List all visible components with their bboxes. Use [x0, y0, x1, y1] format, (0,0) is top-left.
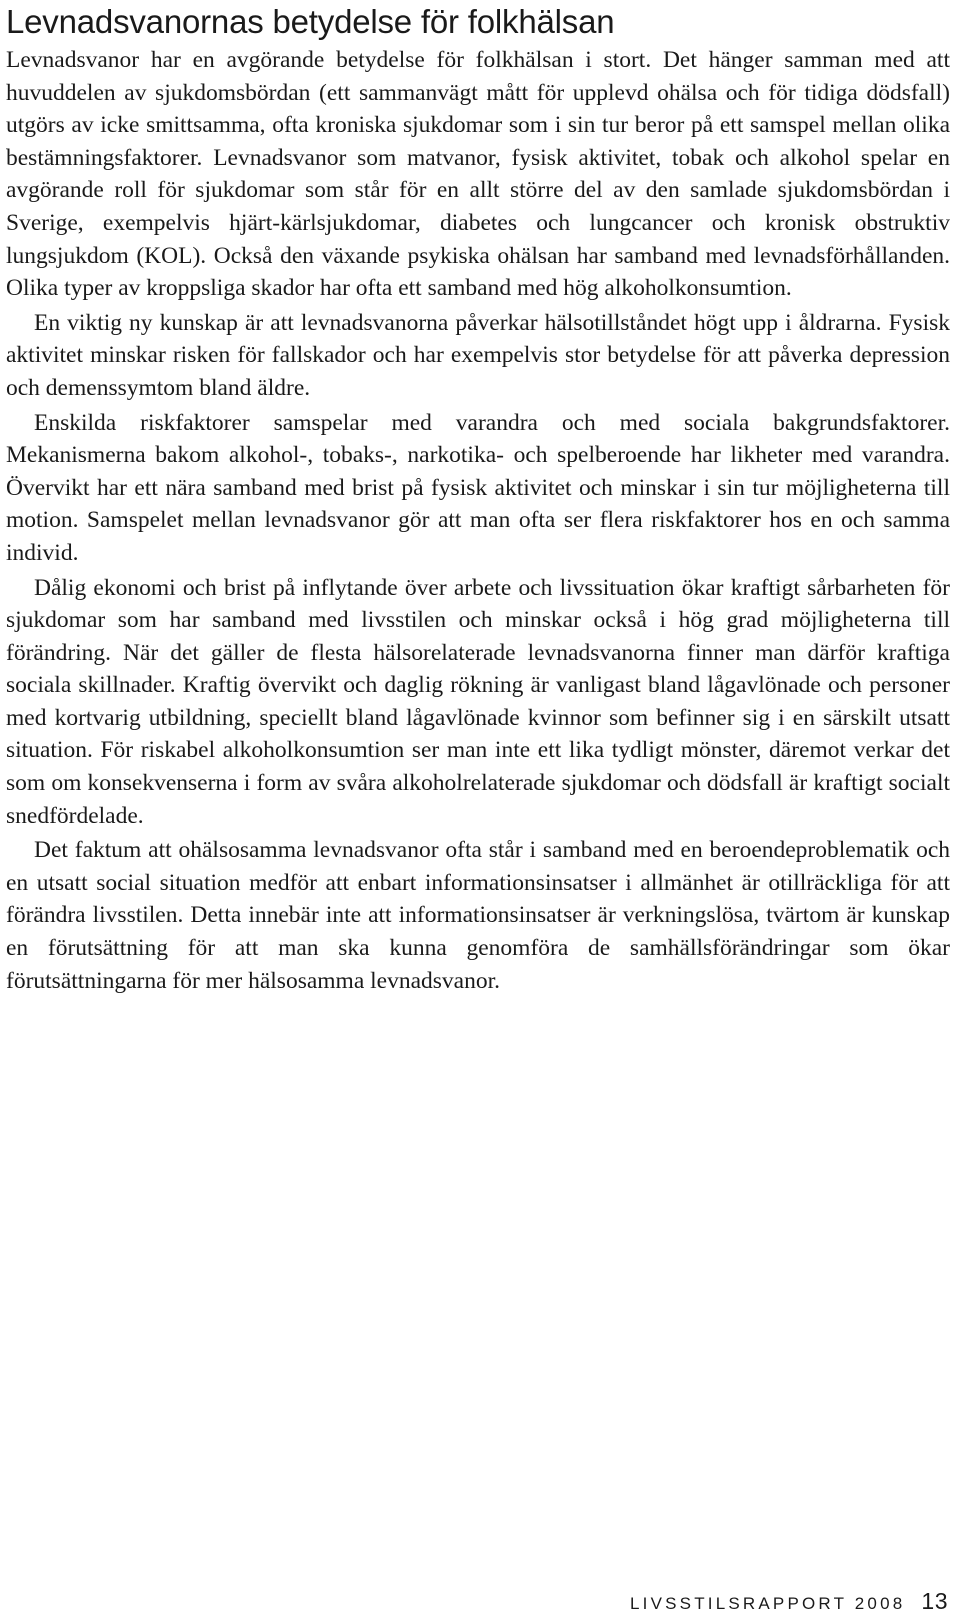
paragraph-5: Det faktum att ohälsosamma levnadsvanor ofta står i samband med en beroendeproblematik och en utsatt social situation medför att enbart informationsinsatser i allmänhet är otillräckliga för att förändra livsstilen. Detta innebär inte att informationsinsatser är verkningslösa, tvärtom är kunskap en förutsättning för att man ska kunna genomföra de samhällsförändringar som ökar förutsättningarna för mer hälsosamma levnadsvanor. [6, 837, 950, 994]
paragraph-4: Dålig ekonomi och brist på inflytande över arbete och livssituation ökar kraftigt sårbarheten för sjukdomar som har samband med livsstilen och minskar också i hög grad möjligheterna till förändring. När det gäller de flesta hälsorelaterade levnadsvanorna finner man därför kraftiga sociala skillnader. Kraftig övervikt och daglig rökning är vanligast bland lågavlönade och personer med kortvarig utbildning, speciellt bland lågavlönade kvinnor som befinner sig i en särskilt utsatt situation. För riskabel alkoholkonsumtion ser man inte ett lika tydligt mönster, däremot verkar det som om konsekvenserna i form av svåra alkoholrelaterade sjukdomar och dödsfall är kraftigt socialt snedfördelade. [6, 574, 950, 829]
paragraph-3: Enskilda riskfaktorer samspelar med varandra och med sociala bakgrundsfaktorer. Mekanismerna bakom alkohol-, tobaks-, narkotika- och spelberoende har likheter med varandra. Övervikt har ett nära samband med brist på fysisk aktivitet och minskar i sin tur möjligheterna till motion. Samspelet mellan levnadsvanor gör att man ofta ser flera riskfaktorer hos en och samma individ. [6, 409, 950, 566]
paragraph-1: Levnadsvanor har en avgörande betydelse för folkhälsan i stort. Det hänger samman med att huvuddelen av sjukdomsbördan (ett sammanvägt mått för upplevd ohälsa och för tidiga dödsfall) utgörs av icke smittsamma, ofta kroniska sjukdomar som i sin tur beror på ett samspel mellan olika bestämningsfaktorer. Levnadsvanor som matvanor, fysisk aktivitet, tobak och alkohol spelar en avgörande roll för sjukdomar som står för en allt större del av den samlade sjukdomsbördan i Sverige, exempelvis hjärt-kärlsjukdomar, diabetes och lungcancer och kronisk obstruktiv lungsjukdom (KOL). Också den växande psykiska ohälsan har samband med levnadsförhållanden. Olika typer av kroppsliga skador har ofta ett samband med hög alkoholkonsumtion. [6, 47, 950, 302]
page-number: 13 [921, 1588, 948, 1614]
page-title: Levnadsvanornas betydelse för folkhälsan [6, 3, 615, 40]
document-page [6, 0, 950, 999]
page-footer [630, 1588, 948, 1612]
paragraph-2: En viktig ny kunskap är att levnadsvanorna påverkar hälsotillståndet högt upp i åldrarna. Fysisk aktivitet minskar risken för fallskador och har exempelvis stor betydelse för att påverka depression och demenssymtom bland äldre. [6, 309, 950, 401]
report-name: LIVSSTILSRAPPORT 2008 [630, 1594, 906, 1613]
body-text [6, 44, 950, 997]
